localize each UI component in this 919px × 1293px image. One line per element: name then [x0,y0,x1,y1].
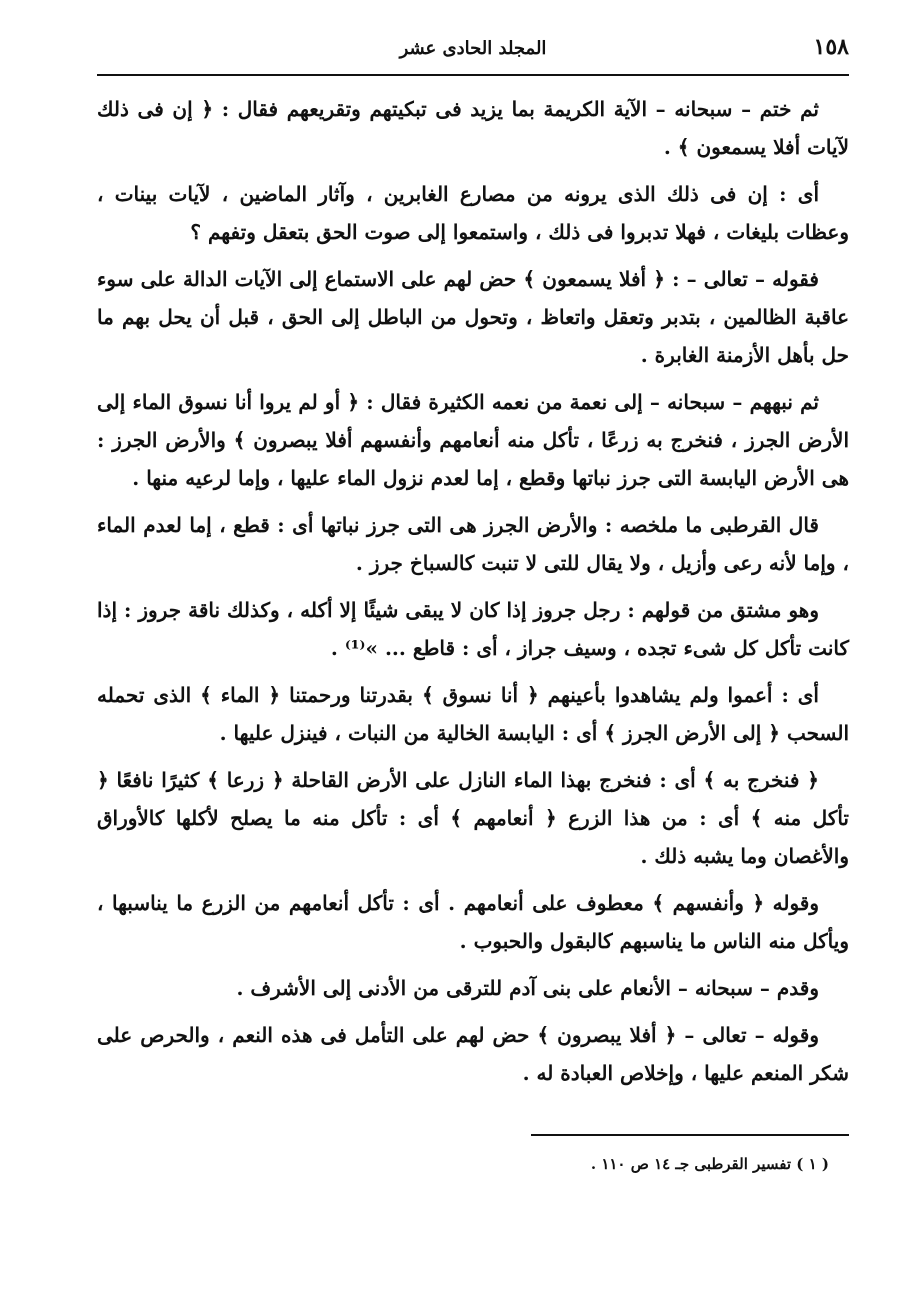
paragraph-11: وقوله – تعالى – ﴿ أفلا يبصرون ﴾ حض لهم على التأمل فى هذه النعم ، والحرص على شكر المنعم عليها ، وإخلاص العبادة له . [97,1023,849,1085]
page-header [97,30,849,70]
body-text [97,90,849,1101]
footnote-divider [531,1134,849,1136]
paragraph-6: وهو مشتق من قولهم : رجل جروز إذا كان لا يبقى شيئًا إلا أكله ، وكذلك ناقة جروز : إذا كانت تأكل كل شىء تجده ، وسيف جراز ، أى : قاطع ... »⁽¹⁾ . [97,598,849,660]
paragraph-9: وقوله ﴿ وأنفسهم ﴾ معطوف على أنعامهم . أى : تأكل أنعامهم من الزرع ما يناسبها ، ويأكل منه الناس ما يناسبهم كالبقول والحبوب . [97,891,849,953]
header-divider [97,74,849,76]
paragraph-5: قال القرطبى ما ملخصه : والأرض الجرز هى التى جرز نباتها أى : قطع ، إما لعدم الماء ، وإما لأنه رعى وأزيل ، ولا يقال للتى لا تنبت كالسباخ جرز . [97,513,849,575]
paragraph-3: فقوله – تعالى – : ﴿ أفلا يسمعون ﴾ حض لهم على الاستماع إلى الآيات الدالة على سوء عاقبة الظالمين ، بتدبر وتعقل واتعاظ ، وتحول من الباطل إلى الحق ، قبل أن يحل بهم ما حل بأهل الأزمنة الغابرة . [97,267,849,367]
paragraph-7: أى : أعموا ولم يشاهدوا بأعينهم ﴿ أنا نسوق ﴾ بقدرتنا ورحمتنا ﴿ الماء ﴾ الذى تحمله السحب ﴿ إلى الأرض الجرز ﴾ أى : اليابسة الخالية من النبات ، فينزل عليها . [97,683,849,745]
footnote: ( ١ ) تفسير القرطبى جـ ١٤ ص ١١٠ . [590,1155,829,1173]
page-number: ١٥٨ [813,34,849,60]
paragraph-4: ثم نبههم – سبحانه – إلى نعمة من نعمه الكثيرة فقال : ﴿ أو لم يروا أنا نسوق الماء إلى الأرض الجرز ، فنخرج به زرعًا ، تأكل منه أنعامهم وأنفسهم أفلا يبصرون ﴾ والأرض الجرز : هى الأرض اليابسة التى جرز نباتها وقطع ، إما لعدم نزول الماء عليها ، وإما لرعيه منها . [97,390,849,490]
paragraph-8: ﴿ فنخرج به ﴾ أى : فنخرج بهذا الماء النازل على الأرض القاحلة ﴿ زرعا ﴾ كثيرًا نافعًا ﴿ تأكل منه ﴾ أى : من هذا الزرع ﴿ أنعامهم ﴾ أى : تأكل منه ما يصلح لأكلها كالأوراق والأغصان وما يشبه ذلك . [97,768,850,868]
paragraph-10: وقدم – سبحانه – الأنعام على بنى آدم للترقى من الأدنى إلى الأشرف . [236,976,819,1000]
volume-title: المجلد الحادى عشر [399,38,547,59]
paragraph-2: أى : إن فى ذلك الذى يرونه من مصارع الغابرين ، وآثار الماضين ، لآيات بينات ، وعظات بليغات ، فهلا تدبروا فى ذلك ، واستمعوا إلى صوت الحق بتعقل وتفهم ؟ [97,182,849,244]
paragraph-1: ثم ختم – سبحانه – الآية الكريمة بما يزيد فى تبكيتهم وتقريعهم فقال : ﴿ إن فى ذلك لآيات أفلا يسمعون ﴾ . [97,97,849,159]
